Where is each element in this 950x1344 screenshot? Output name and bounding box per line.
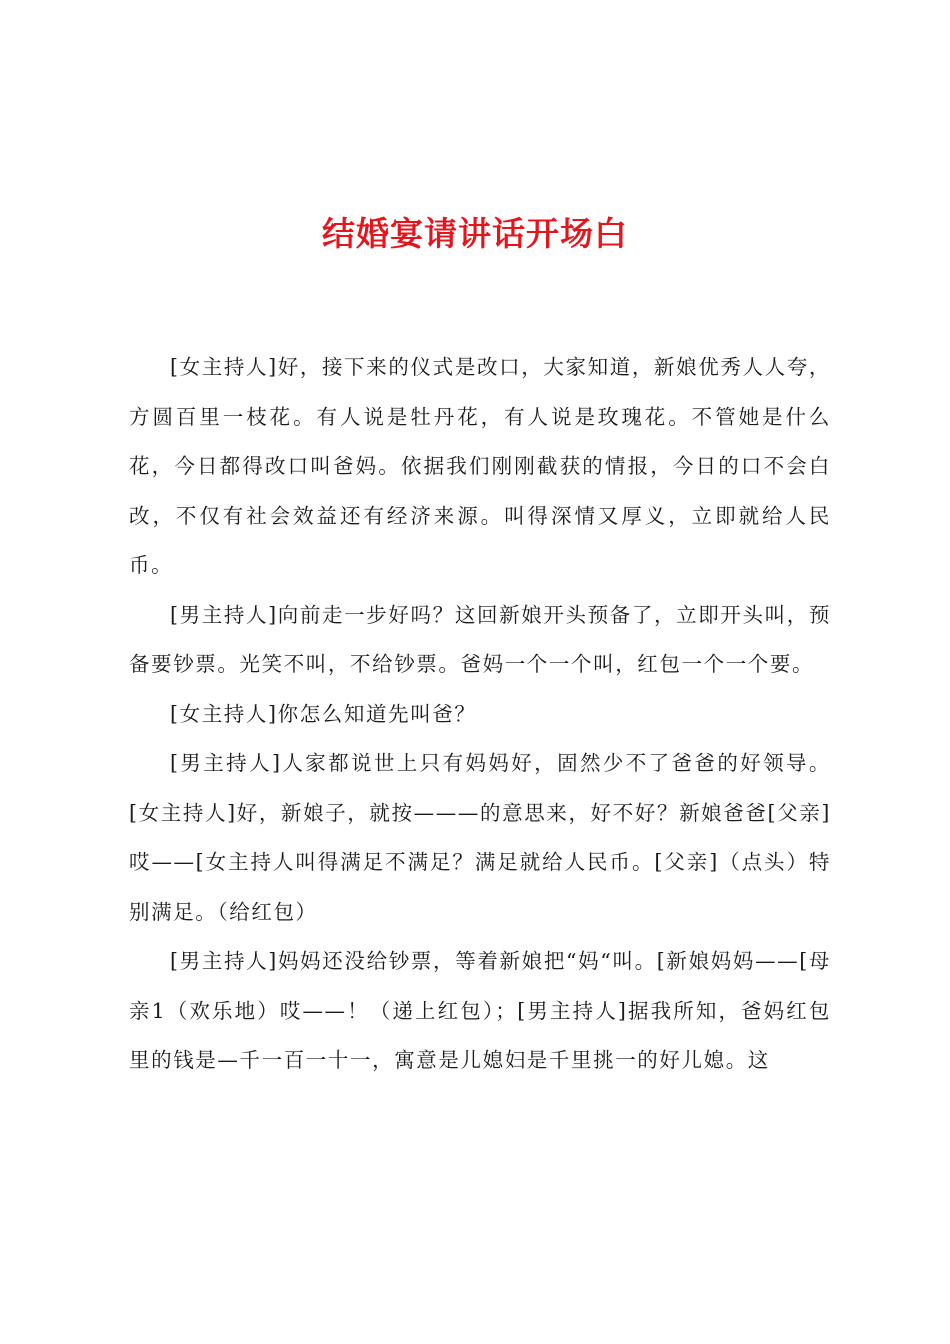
paragraph-4: [男主持人]人家都说世上只有妈妈好，固然少不了爸爸的好领导。[女主持人]好，新娘子，就按———的意思来，好不好？新娘爸爸[父亲]哎——[女主持人叫得满足不满足？满足就给人民币。[父亲]（点头）特别满足。（给红包） <box>129 751 831 924</box>
paragraph-5: [男主持人]妈妈还没给钞票，等着新娘把“妈“叫。[新娘妈妈——[母亲1（欢乐地）哎——！（递上红包）；[男主持人]据我所知，爸妈红包里的钱是—千一百一十一，寓意是儿媳妇是千里挑一的好儿媳。这 <box>129 949 831 1072</box>
paragraph-3: [女主持人]你怎么知道先叫爸？ <box>170 701 477 726</box>
paragraph-1: [女主持人]好，接下来的仪式是改口，大家知道，新娘优秀人人夸，方圆百里一枝花。有人说是牡丹花，有人说是玫瑰花。不管她是什么花，今日都得改口叫爸妈。依据我们刚刚截获的情报，今日的口不会白改，不仅有社会效益还有经济来源。叫得深情又厚义，立即就给人民币。 <box>129 355 831 577</box>
paragraph-2: [男主持人]向前走一步好吗？这回新娘开头预备了，立即开头叫，预备要钞票。光笑不叫，不给钞票。爸妈一个一个叫，红包一个一个要。 <box>129 602 831 676</box>
document-body <box>129 343 831 1086</box>
document-title: 结婚宴请讲话开场白 <box>322 214 628 253</box>
